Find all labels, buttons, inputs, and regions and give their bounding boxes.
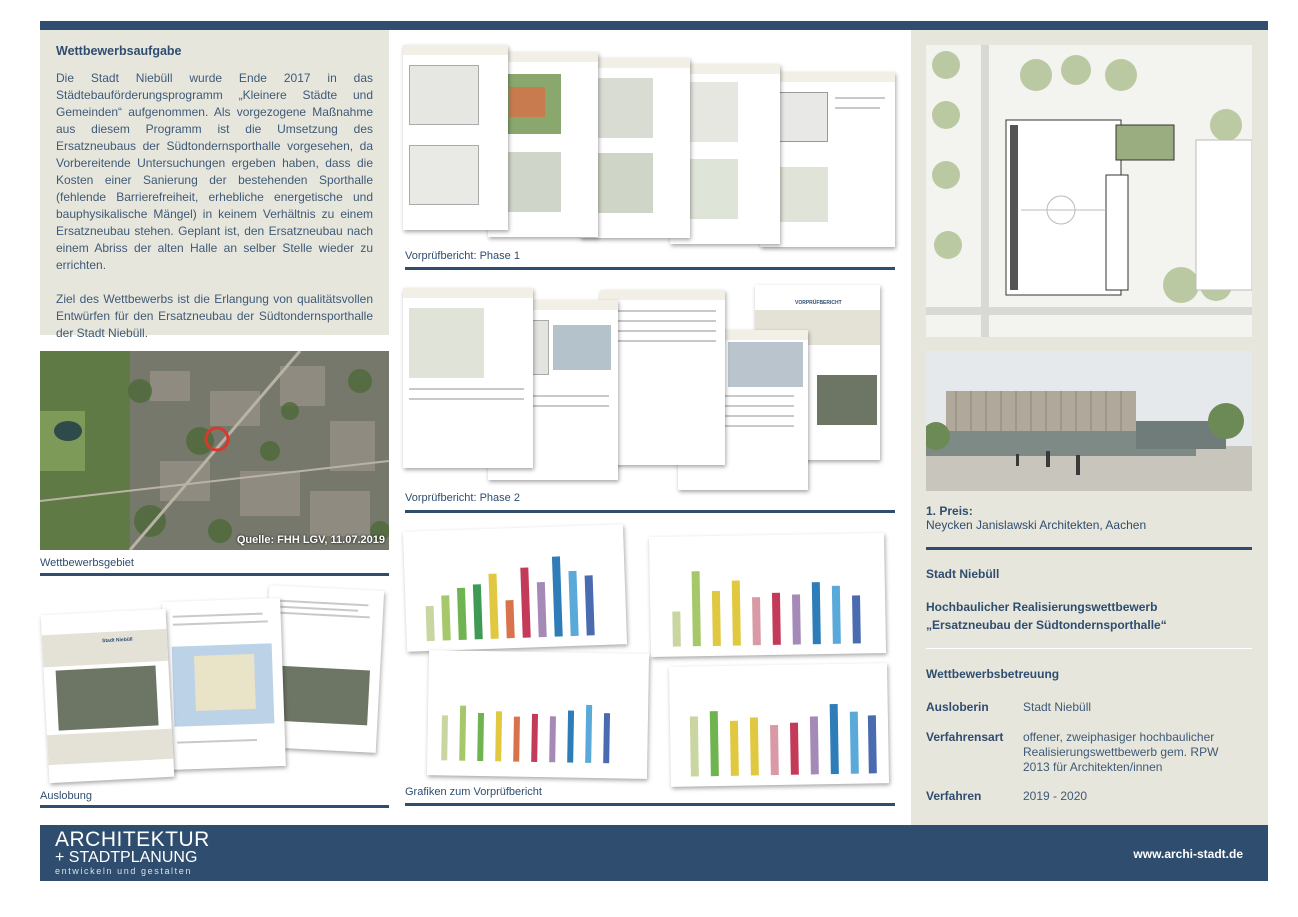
top-accent-bar bbox=[40, 21, 1268, 30]
chart-doc-baukosten bbox=[403, 524, 627, 652]
phase2-page-3 bbox=[600, 290, 725, 465]
competition-line-2: „Ersatzneubau der Südtondernsporthalle“ bbox=[926, 618, 1167, 632]
site-plan-drawing bbox=[926, 45, 1252, 337]
chart-doc-bruttorauminhalt bbox=[649, 533, 886, 657]
support-title: Wettbewerbsbetreuung bbox=[926, 667, 1060, 681]
logo-line-2: + STADTPLANUNG bbox=[55, 849, 198, 866]
site-plan bbox=[926, 45, 1252, 337]
chart-thumb-3 bbox=[427, 650, 649, 779]
phase1-caption: Vorprüfbericht: Phase 1 bbox=[405, 250, 520, 262]
verfahrensart-label: Verfahrensart bbox=[926, 730, 1004, 744]
phase2-page-1 bbox=[403, 288, 533, 468]
building-rendering bbox=[926, 351, 1252, 491]
logo-line-1: ARCHITEKTUR bbox=[55, 828, 210, 851]
phase2-cover: VORPRÜFBERICHT bbox=[755, 285, 880, 460]
aerial-source: Quelle: FHH LGV, 11.07.2019 bbox=[236, 534, 385, 546]
phase1-divider bbox=[405, 267, 895, 270]
task-heading: Wettbewerbsaufgabe bbox=[56, 44, 182, 58]
phase1-page-5 bbox=[760, 72, 895, 247]
aerial-photo bbox=[40, 351, 389, 550]
aerial-divider bbox=[40, 573, 389, 576]
task-paragraph-1: Die Stadt Niebüll wurde Ende 2017 in das Städtebauförderungsprogramm „Kleinere Städte und Gemeinden“ aufgenommen. Als vorgezogene Maßnahme aus diesem Programm ist die Umsetzung des Ersatzneubaus der Südtondernsporthalle vorgesehen, da Vorbereitende Untersuchungen ergeben haben, dass die Kosten einer Sanierung der bestehenden Sporthalle (fehlende Barrierefreiheit, erhebliche energetische und bauphysikalische Mängel) in keinem Verhältnis zu einem Ersatzneubau stehen. Geplant ist, den Ersatzneubau nach einem Abriss der alten Halle an selber Stelle wieder zu errichten. bbox=[56, 71, 373, 272]
competition-divider bbox=[926, 648, 1252, 649]
aerial-image bbox=[40, 351, 389, 550]
rendering-image bbox=[926, 351, 1252, 491]
city-name: Stadt Niebüll bbox=[926, 567, 1000, 581]
footer-bar bbox=[40, 825, 1268, 881]
verfahren-value: 2019 - 2020 bbox=[1023, 789, 1088, 803]
grafiken-caption: Grafiken zum Vorprüfbericht bbox=[405, 786, 542, 798]
chart-thumb-4 bbox=[669, 663, 889, 787]
phase1-page-1 bbox=[403, 45, 508, 230]
auslobung-caption: Auslobung bbox=[40, 790, 92, 802]
task-paragraph-2: Ziel des Wettbewerbs ist die Erlangung von qualitätsvollen Entwürfen für den Ersatzneubau der Südtondernsporthalle der Stadt Niebüll. bbox=[56, 292, 373, 340]
ausloberin-label: Ausloberin bbox=[926, 700, 989, 714]
phase2-caption: Vorprüfbericht: Phase 2 bbox=[405, 492, 520, 504]
phase2-divider bbox=[405, 510, 895, 513]
website-link[interactable]: www.archi-stadt.de bbox=[1133, 847, 1243, 861]
auslobung-page-2 bbox=[162, 598, 286, 770]
task-panel bbox=[40, 30, 389, 340]
auslobung-cover: Stadt Niebüll bbox=[41, 609, 175, 783]
ausloberin-value: Stadt Niebüll bbox=[1023, 700, 1092, 714]
verfahrensart-value: offener, zweiphasiger hochbaulicher Realisierungswettbewerb gem. RPW 2013 für Architekten/innen bbox=[1023, 730, 1219, 774]
chart-doc-bruttogrundflaeche bbox=[669, 663, 889, 787]
chart-doc-nutzungsflaeche bbox=[427, 650, 649, 779]
grafiken-divider bbox=[405, 803, 895, 806]
prize-title: 1. Preis: bbox=[926, 504, 973, 518]
chart-thumb-1 bbox=[403, 524, 627, 652]
auslobung-divider bbox=[40, 805, 389, 808]
verfahren-label: Verfahren bbox=[926, 789, 982, 803]
logo-tagline: entwickeln und gestalten bbox=[55, 866, 192, 876]
chart-thumb-2 bbox=[649, 533, 886, 657]
competition-line-1: Hochbaulicher Realisierungswettbewerb bbox=[926, 600, 1158, 614]
aerial-caption: Wettbewerbsgebiet bbox=[40, 557, 134, 569]
prize-divider bbox=[926, 547, 1252, 550]
prize-name: Neycken Janislawski Architekten, Aachen bbox=[926, 518, 1147, 532]
